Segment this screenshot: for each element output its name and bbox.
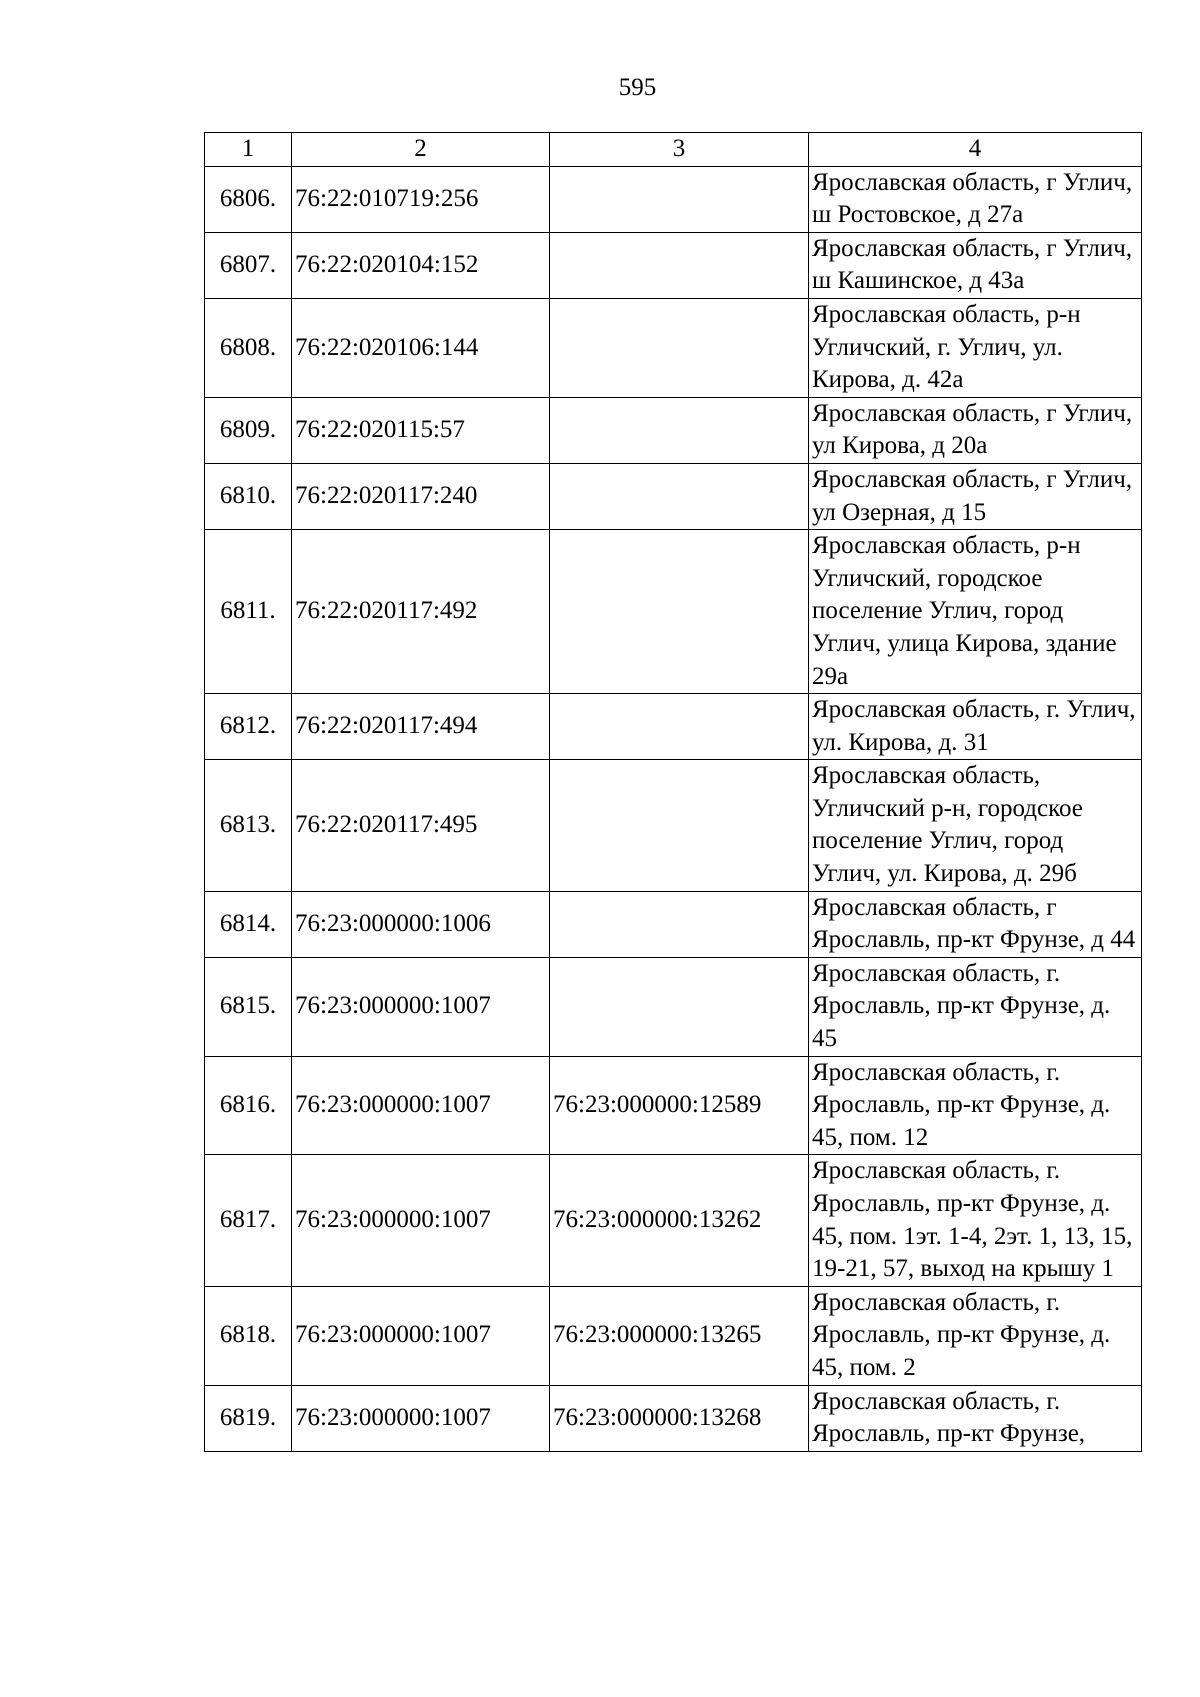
cadastral-number-cell: 76:22:020117:240 (292, 463, 550, 529)
premises-number-cell: 76:23:000000:13265 (550, 1286, 809, 1385)
address-cell: Ярославская область, г Углич, ул Озерная, д 15 (809, 463, 1142, 529)
address-cell: Ярославская область, г Углич, ш Ростовское, д 27а (809, 166, 1142, 232)
column-header-3: 3 (550, 133, 809, 167)
cadastral-number-cell: 76:22:020117:494 (292, 694, 550, 760)
table-row (205, 1385, 1142, 1451)
cadastral-number-cell: 76:22:020117:495 (292, 760, 550, 891)
address-cell: Ярославская область, г. Углич, ул. Кирова, д. 31 (809, 694, 1142, 760)
column-header-4: 4 (809, 133, 1142, 167)
table-row (205, 397, 1142, 463)
address-cell: Ярославская область, г. Ярославль, пр-кт Фрунзе, д. 45 (809, 957, 1142, 1056)
premises-number-cell (550, 530, 809, 694)
address-cell: Ярославская область, г. Ярославль, пр-кт Фрунзе, д. 45, пом. 1эт. 1-4, 2эт. 1, 13, 15, 19-21, 57, выход на крышу 1 (809, 1155, 1142, 1286)
table-row (205, 232, 1142, 298)
premises-number-cell: 76:23:000000:13268 (550, 1385, 809, 1451)
premises-number-cell (550, 397, 809, 463)
address-cell: Ярославская область, г. Ярославль, пр-кт Фрунзе, д. 45, пом. 12 (809, 1056, 1142, 1155)
header-row (205, 133, 1142, 167)
address-cell: Ярославская область, р-н Угличский, г. Углич, ул. Кирова, д. 42а (809, 298, 1142, 397)
table-row (205, 891, 1142, 957)
row-number-cell: 6809. (205, 397, 292, 463)
premises-number-cell (550, 463, 809, 529)
cadastral-number-cell: 76:22:020115:57 (292, 397, 550, 463)
premises-number-cell (550, 166, 809, 232)
column-header-1: 1 (205, 133, 292, 167)
address-cell: Ярославская область, г. Ярославль, пр-кт Фрунзе, (809, 1385, 1142, 1451)
registry-table (204, 132, 1142, 1452)
premises-number-cell (550, 232, 809, 298)
table-row (205, 1155, 1142, 1286)
cadastral-number-cell: 76:22:020106:144 (292, 298, 550, 397)
row-number-cell: 6806. (205, 166, 292, 232)
row-number-cell: 6811. (205, 530, 292, 694)
table-row (205, 166, 1142, 232)
address-cell: Ярославская область, р-н Угличский, городское поселение Углич, город Углич, улица Кирова, здание 29а (809, 530, 1142, 694)
address-cell: Ярославская область, г Ярославль, пр-кт Фрунзе, д 44 (809, 891, 1142, 957)
row-number-cell: 6807. (205, 232, 292, 298)
premises-number-cell (550, 298, 809, 397)
table-row (205, 1286, 1142, 1385)
table-row (205, 694, 1142, 760)
table-row (205, 1056, 1142, 1155)
cadastral-number-cell: 76:23:000000:1007 (292, 1155, 550, 1286)
cadastral-number-cell: 76:23:000000:1007 (292, 1056, 550, 1155)
table-row (205, 760, 1142, 891)
address-cell: Ярославская область, Угличский р-н, городское поселение Углич, город Углич, ул. Кирова, д. 29б (809, 760, 1142, 891)
row-number-cell: 6813. (205, 760, 292, 891)
premises-number-cell (550, 891, 809, 957)
row-number-cell: 6815. (205, 957, 292, 1056)
cadastral-number-cell: 76:23:000000:1006 (292, 891, 550, 957)
row-number-cell: 6816. (205, 1056, 292, 1155)
cadastral-number-cell: 76:22:020117:492 (292, 530, 550, 694)
row-number-cell: 6817. (205, 1155, 292, 1286)
cadastral-number-cell: 76:23:000000:1007 (292, 1286, 550, 1385)
row-number-cell: 6819. (205, 1385, 292, 1451)
address-cell: Ярославская область, г. Ярославль, пр-кт Фрунзе, д. 45, пом. 2 (809, 1286, 1142, 1385)
premises-number-cell (550, 957, 809, 1056)
address-cell: Ярославская область, г Углич, ул Кирова, д 20а (809, 397, 1142, 463)
address-cell: Ярославская область, г Углич, ш Кашинское, д 43а (809, 232, 1142, 298)
premises-number-cell: 76:23:000000:13262 (550, 1155, 809, 1286)
table-row (205, 298, 1142, 397)
cadastral-number-cell: 76:22:010719:256 (292, 166, 550, 232)
row-number-cell: 6818. (205, 1286, 292, 1385)
page-number: 595 (618, 74, 657, 101)
row-number-cell: 6814. (205, 891, 292, 957)
row-number-cell: 6808. (205, 298, 292, 397)
premises-number-cell (550, 694, 809, 760)
table-row (205, 463, 1142, 529)
column-header-2: 2 (292, 133, 550, 167)
premises-number-cell: 76:23:000000:12589 (550, 1056, 809, 1155)
cadastral-number-cell: 76:22:020104:152 (292, 232, 550, 298)
table-row (205, 530, 1142, 694)
table-row (205, 957, 1142, 1056)
cadastral-number-cell: 76:23:000000:1007 (292, 957, 550, 1056)
cadastral-number-cell: 76:23:000000:1007 (292, 1385, 550, 1451)
premises-number-cell (550, 760, 809, 891)
row-number-cell: 6812. (205, 694, 292, 760)
row-number-cell: 6810. (205, 463, 292, 529)
